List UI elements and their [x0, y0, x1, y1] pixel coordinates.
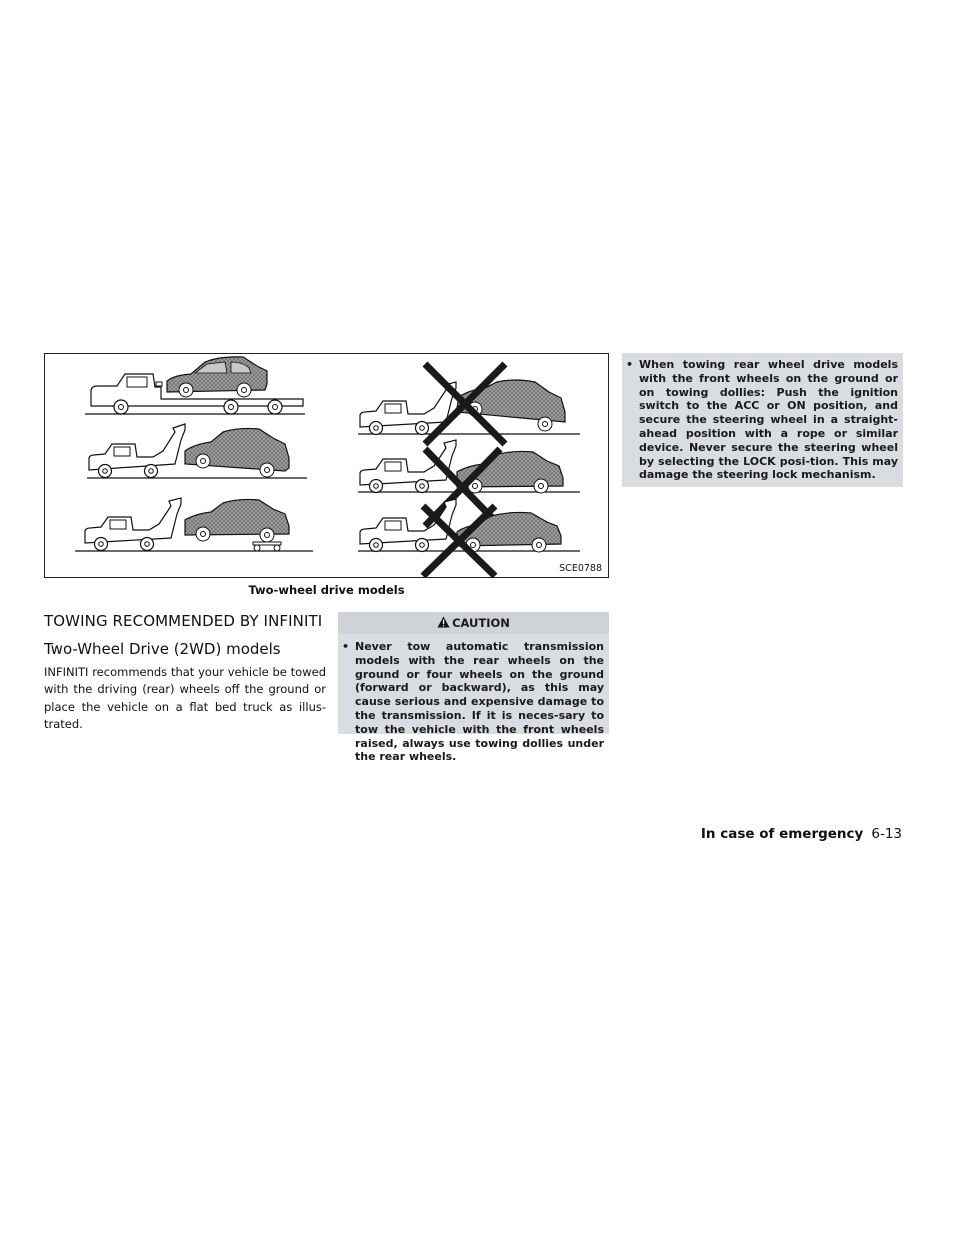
- panel-flatbed-truck: [85, 357, 305, 414]
- panel-four-wheels-forward-not-allowed: [358, 440, 580, 526]
- caution-box: [338, 612, 609, 764]
- caution-label: CAUTION: [452, 616, 510, 630]
- page-number: 6-13: [871, 826, 902, 842]
- note-box: [622, 353, 903, 487]
- bullet-icon: •: [626, 358, 634, 371]
- bullet-icon: •: [342, 640, 350, 653]
- panel-wheel-lift-dollies: [75, 498, 313, 551]
- towing-illustration: [44, 353, 609, 578]
- caution-item-text: Never tow automatic transmission models with the rear wheels on the ground or four wheels on the ground (forward or backward), as this may cause serious and expensive damage to the transmission. If it is neces-sary to tow the vehicle with the front wheels raised, always use towing dollies under the rear wheels.: [355, 640, 604, 764]
- figure-code: SCE0788: [559, 563, 602, 574]
- warning-triangle-icon: [437, 613, 450, 635]
- panel-wheel-lift-rear-raised: [87, 424, 307, 478]
- figure-caption: Two-wheel drive models: [248, 583, 405, 597]
- note-item-text: When towing rear wheel drive models with the front wheels on the ground or on towing dollies: Push the ignition switch to the ACC or ON position, and secure the steering wheel in a straight-ahead position with a rope or similar device. Never secure the steering wheel by selecting the LOCK posi-tion. This may damage the steering lock mechanism.: [639, 358, 898, 482]
- towing-diagram: [45, 354, 608, 577]
- chapter-title: In case of emergency: [700, 826, 864, 842]
- note-item: [626, 358, 898, 482]
- panel-front-raised-not-allowed: [358, 364, 580, 444]
- subsection-title: Two-Wheel Drive (2WD) models: [44, 640, 281, 658]
- body-paragraph: INFINITI recommends that your vehicle be towed with the driving (rear) wheels off the ground or place the vehicle on a flat bed truck as illus-trated.: [44, 665, 326, 731]
- panel-four-wheels-backward-not-allowed: [358, 499, 580, 576]
- caution-item: [342, 640, 604, 764]
- page-footer: [701, 826, 902, 842]
- section-title: TOWING RECOMMENDED BY INFINITI: [44, 612, 323, 630]
- caution-header: [338, 612, 609, 634]
